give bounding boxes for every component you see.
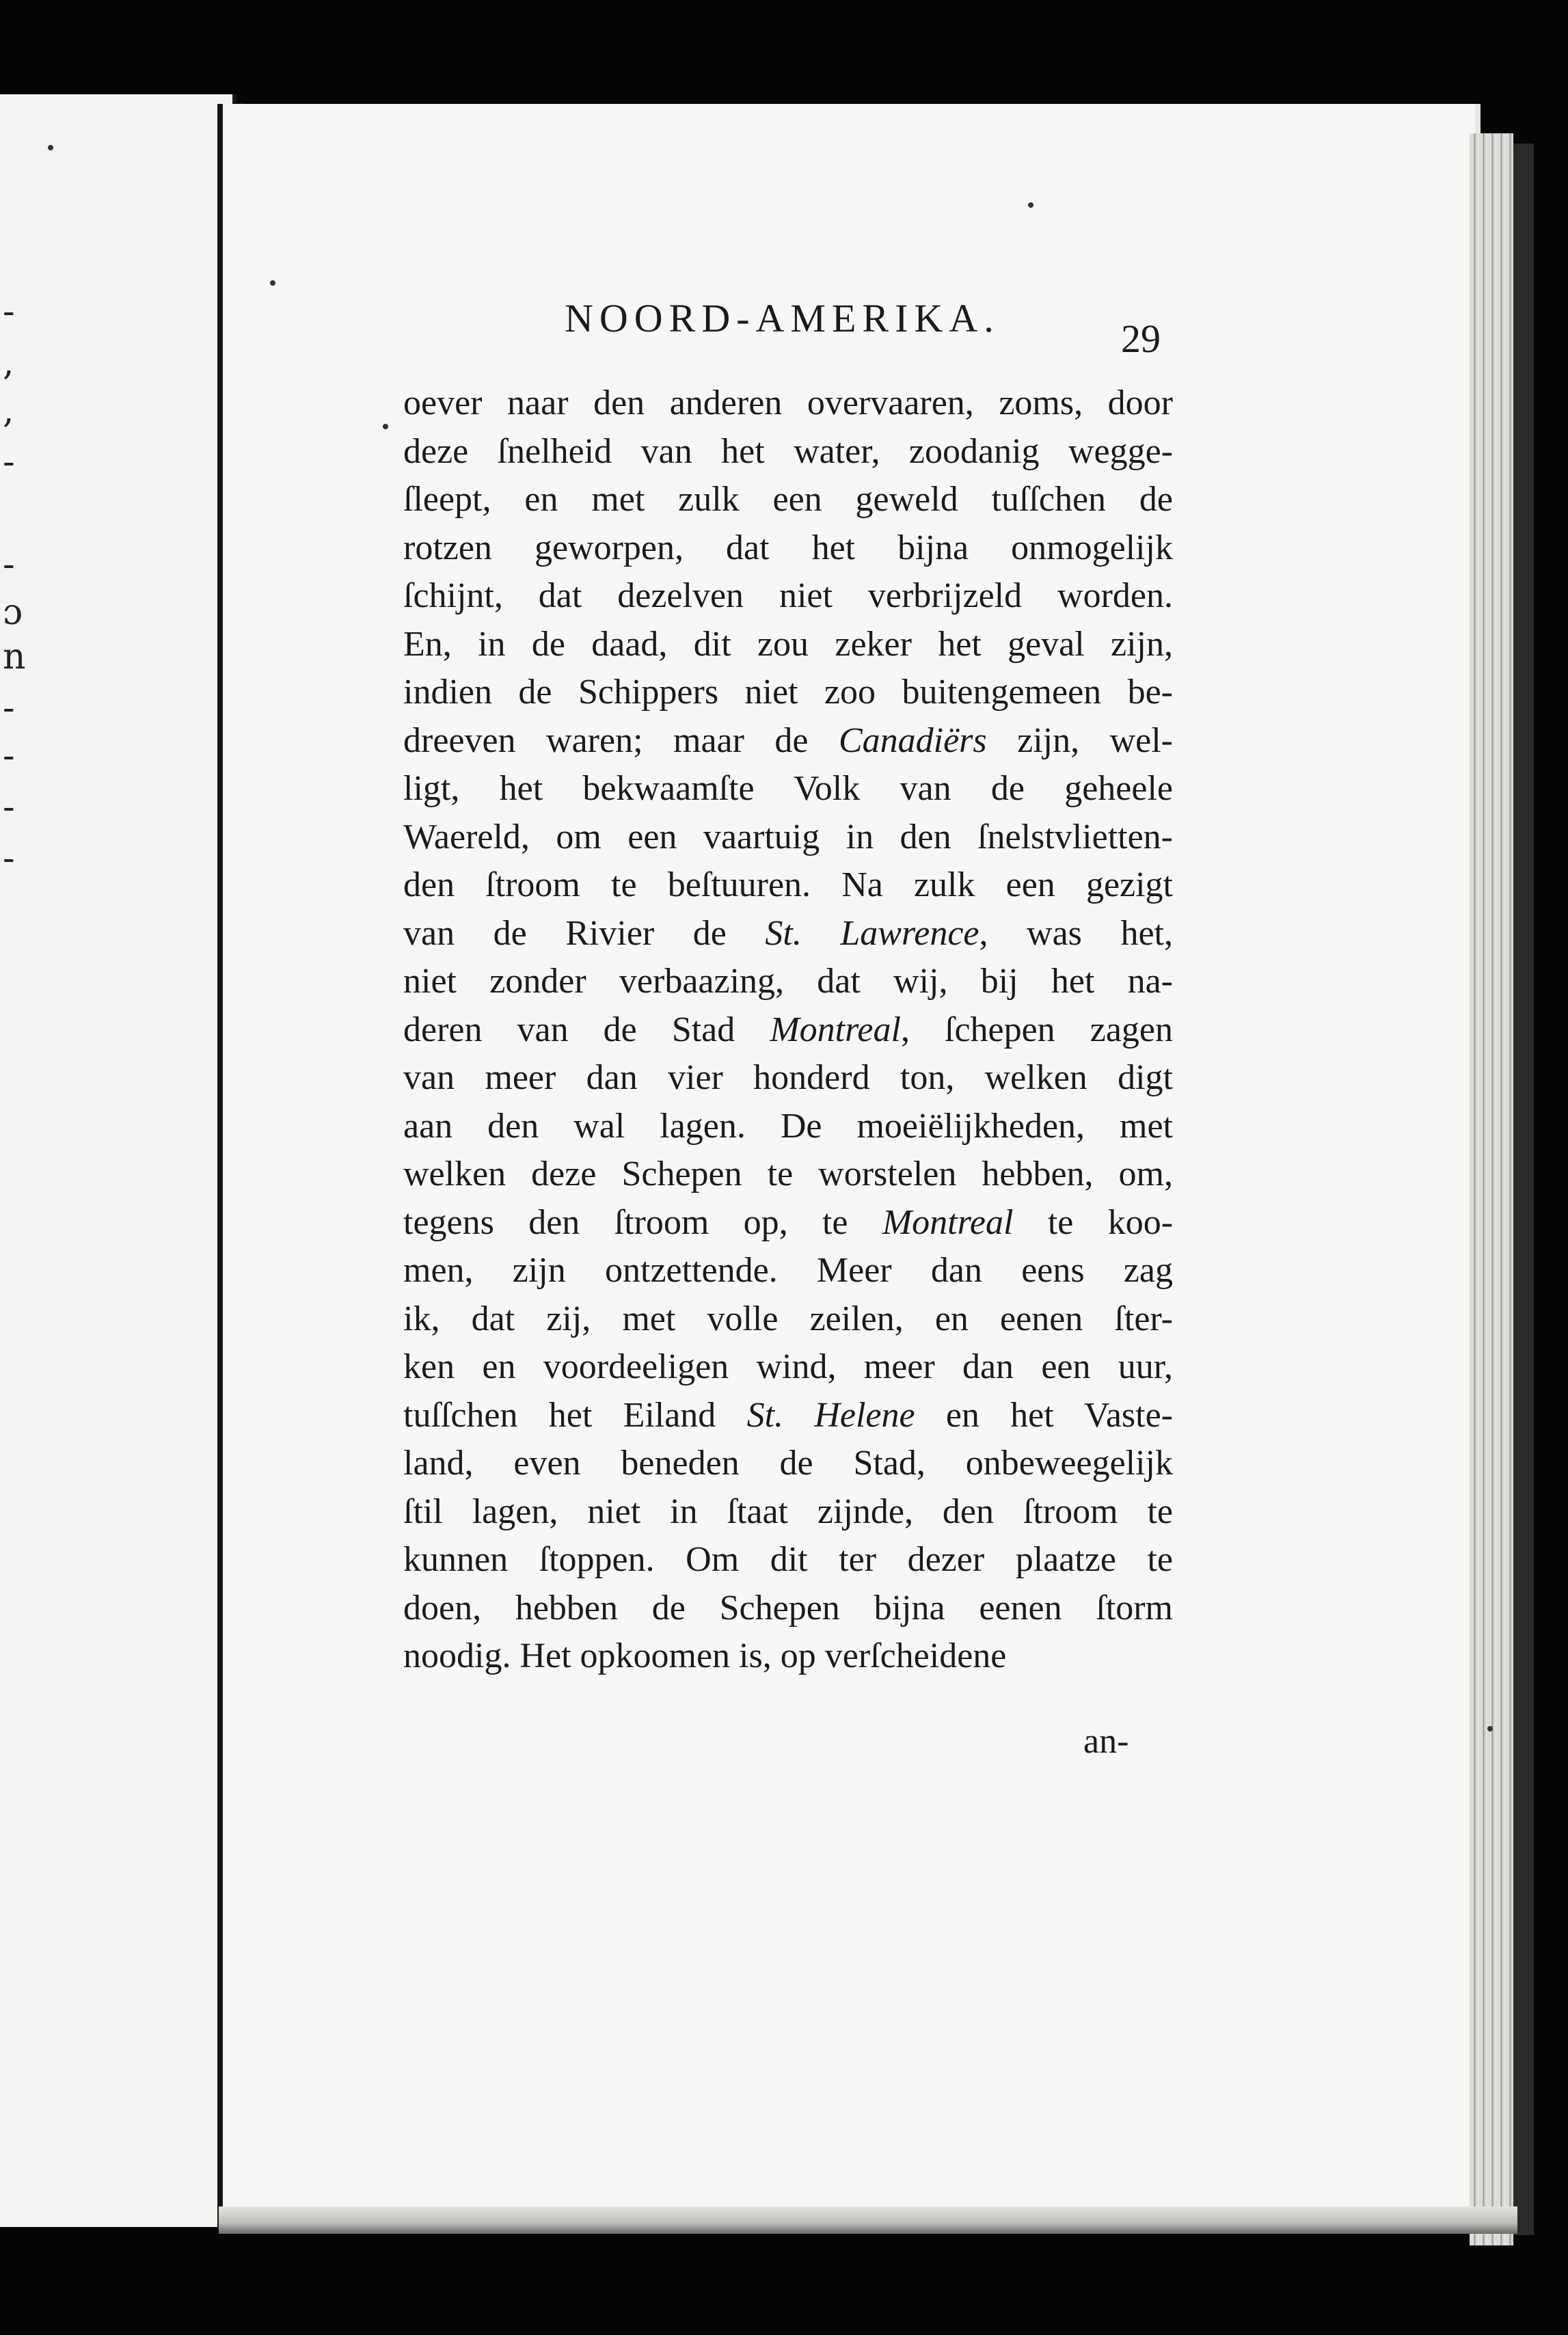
page-bottom-edge: [219, 2206, 1517, 2234]
page-number: 29: [1121, 316, 1161, 361]
text-line: [403, 669, 1173, 717]
text-segment: welken deze Schepen te worstelen hebben, om,: [403, 1155, 1173, 1193]
text-line: [403, 717, 1173, 766]
page-edges: [1470, 133, 1513, 2245]
text-line: [403, 1295, 1173, 1344]
text-line: [403, 958, 1173, 1006]
text-segment: oever naar den anderen overvaaren, zoms, door: [403, 383, 1173, 422]
previous-page-mark: ,: [3, 342, 14, 383]
paper-speck: [383, 424, 388, 429]
text-segment: ſchijnt, dat dezelven niet verbrijzeld worden.: [403, 576, 1173, 615]
previous-page-mark: -: [3, 838, 15, 879]
text-segment: ik, dat zij, met volle zeilen, en eenen ſter-: [403, 1299, 1173, 1338]
text-segment: tuſſchen het Eiland: [403, 1395, 747, 1435]
text-segment: En, in de daad, dit zou zeker het geval zijn,: [403, 624, 1173, 664]
text-segment: doen, hebben de Schepen bijna eenen ſtorm: [403, 1588, 1173, 1628]
paper-speck: [270, 280, 275, 286]
text-segment: den ſtroom te beſtuuren. Na zulk een gezigt: [403, 865, 1173, 904]
text-line: [403, 621, 1173, 669]
text-segment: van meer dan vier honderd ton, welken digt: [403, 1058, 1173, 1097]
previous-page-mark: -: [3, 688, 15, 729]
text-line: [403, 1247, 1173, 1295]
text-line: [403, 1150, 1173, 1199]
text-segment: ken en voordeeligen wind, meer dan een uur,: [403, 1347, 1173, 1386]
text-line: [403, 861, 1173, 910]
previous-page-mark: -: [3, 544, 15, 585]
text-segment: niet zonder verbaazing, dat wij, bij het na-: [403, 962, 1173, 1001]
previous-page: [0, 94, 236, 2227]
text-segment: ſtil lagen, niet in ſtaat zijnde, den ſtroom te: [403, 1492, 1173, 1531]
body-text: [403, 379, 1173, 1681]
text-line: [403, 428, 1173, 476]
text-segment: en het Vaste-: [915, 1395, 1173, 1435]
text-line: [403, 1103, 1173, 1151]
text-line: [403, 910, 1173, 958]
text-line: [403, 1488, 1173, 1537]
text-line: [403, 1440, 1173, 1488]
previous-page-mark: ɔ: [3, 592, 23, 633]
paper-speck: [48, 145, 53, 150]
text-segment: van de Rivier de: [403, 913, 766, 953]
previous-page-mark: -: [3, 442, 15, 483]
text-line: [403, 379, 1173, 428]
text-line: [403, 476, 1173, 524]
text-line: [403, 1392, 1173, 1440]
text-segment: ſleept, en met zulk een geweld tuſſchen de: [403, 480, 1173, 519]
text-segment: te koo-: [1013, 1202, 1174, 1242]
text-segment: land, even beneden de Stad, onbeweegelijk: [403, 1444, 1173, 1483]
text-segment: men, zijn ontzettende. Meer dan eens zag: [403, 1251, 1173, 1290]
text-line: [403, 1632, 1173, 1681]
paper-speck: [1028, 202, 1033, 208]
previous-page-mark: -: [3, 291, 15, 332]
text-line: [403, 1054, 1173, 1103]
text-segment: dreeven waren; maar de: [403, 720, 839, 760]
text-segment: , was het,: [979, 913, 1173, 953]
text-line: [403, 1536, 1173, 1584]
previous-page-mark: -: [3, 787, 15, 828]
italic-text: St. Lawrence: [765, 913, 979, 953]
text-segment: indien de Schippers niet zoo buitengemeen be-: [403, 673, 1173, 712]
text-line: [403, 572, 1173, 621]
book-cover-edge: [1513, 144, 1534, 2235]
text-segment: noodig. Het opkoomen is, op verſcheidene: [403, 1636, 1007, 1675]
text-segment: zijn, wel-: [986, 720, 1173, 760]
italic-text: Montreal: [770, 1010, 901, 1049]
italic-text: Canadiërs: [838, 720, 987, 760]
text-line: [403, 1584, 1173, 1633]
text-line: [403, 1199, 1173, 1247]
text-segment: tegens den ſtroom op, te: [403, 1202, 882, 1242]
text-line: [403, 765, 1173, 813]
text-segment: kunnen ſtoppen. Om dit ter dezer plaatze te: [403, 1540, 1173, 1579]
text-segment: , ſchepen zagen: [900, 1010, 1173, 1049]
italic-text: St. Helene: [746, 1395, 915, 1435]
running-head: NOORD-AMERIKA.: [565, 296, 1000, 340]
paper-speck: [1487, 1726, 1493, 1731]
previous-page-mark: ,: [3, 390, 14, 431]
text-line: [403, 1006, 1173, 1055]
catchword: an-: [1083, 1722, 1129, 1761]
text-segment: aan den wal lagen. De moeiëlijkheden, met: [403, 1106, 1173, 1146]
text-segment: deze ſnelheid van het water, zoodanig wegge-: [403, 431, 1173, 471]
text-segment: rotzen geworpen, dat het bijna onmogelijk: [403, 528, 1173, 567]
italic-text: Montreal: [882, 1202, 1014, 1242]
previous-page-mark: n: [3, 636, 26, 677]
text-line: [403, 1343, 1173, 1392]
text-segment: deren van de Stad: [403, 1010, 770, 1049]
text-segment: ligt, het bekwaamſte Volk van de geheele: [403, 769, 1173, 808]
previous-page-mark: -: [3, 735, 15, 777]
text-line: [403, 524, 1173, 573]
text-line: [403, 813, 1173, 862]
text-segment: Waereld, om een vaartuig in den ſnelstvlietten-: [403, 817, 1173, 856]
